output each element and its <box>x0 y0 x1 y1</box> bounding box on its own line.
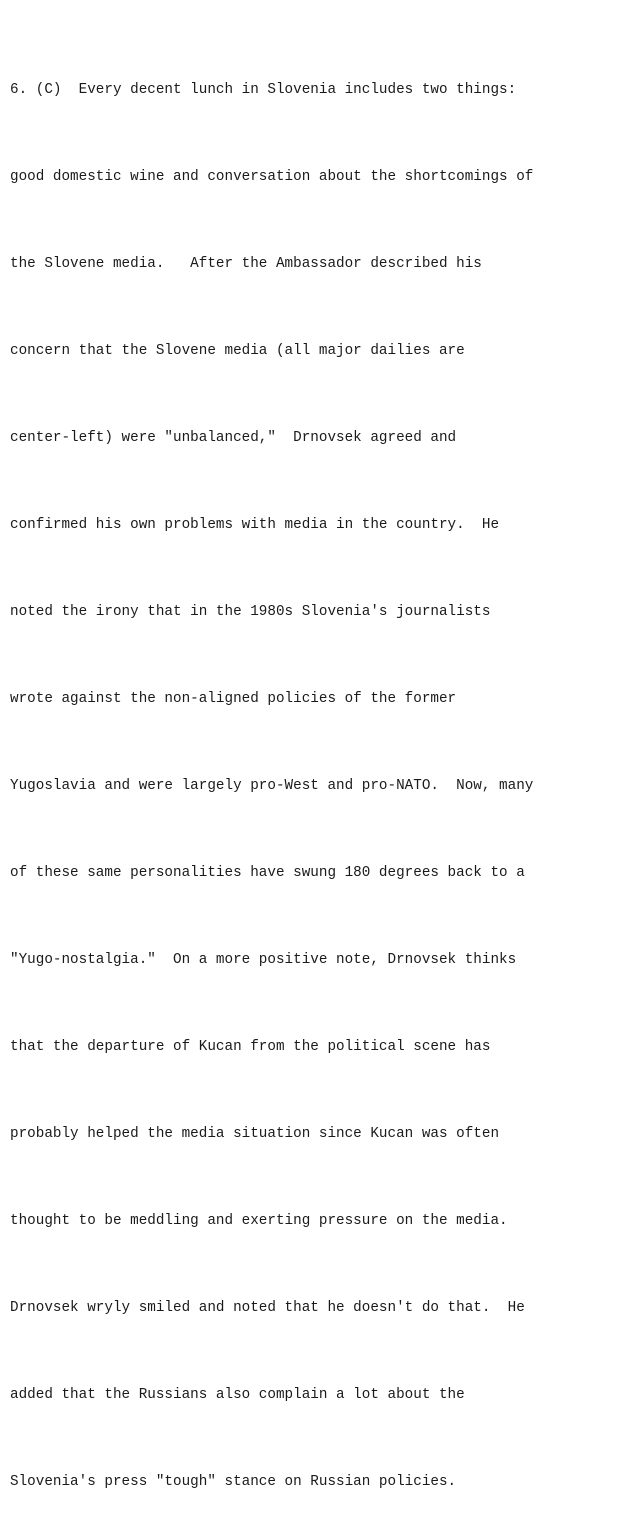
text-line: wrote against the non-aligned policies of the former <box>10 691 457 707</box>
text-line: that the departure of Kucan from the political scene has <box>10 1039 491 1055</box>
text-line: 6. (C) Every decent lunch in Slovenia includes two things: <box>10 82 517 98</box>
text-line: the Slovene media. After the Ambassador described his <box>10 256 482 272</box>
text-line: added that the Russians also complain a lot about the <box>10 1387 465 1403</box>
text-line: Drnovsek wryly smiled and noted that he doesn't do that. He <box>10 1300 525 1316</box>
text-line: of these same personalities have swung 180 degrees back to a <box>10 865 525 881</box>
text-line: concern that the Slovene media (all major dailies are <box>10 343 465 359</box>
document-paragraph <box>10 18 533 1526</box>
text-line: noted the irony that in the 1980s Slovenia's journalists <box>10 604 491 620</box>
text-line: "Yugo-nostalgia." On a more positive note, Drnovsek thinks <box>10 952 517 968</box>
text-line: thought to be meddling and exerting pressure on the media. <box>10 1213 508 1229</box>
text-line: probably helped the media situation since Kucan was often <box>10 1126 500 1142</box>
text-line: center-left) were "unbalanced," Drnovsek agreed and <box>10 430 457 446</box>
text-line: good domestic wine and conversation about the shortcomings of <box>10 169 534 185</box>
text-line: Slovenia's press "tough" stance on Russian policies. <box>10 1474 457 1490</box>
text-line: Yugoslavia and were largely pro-West and pro-NATO. Now, many <box>10 778 534 794</box>
text-line: confirmed his own problems with media in the country. He <box>10 517 500 533</box>
